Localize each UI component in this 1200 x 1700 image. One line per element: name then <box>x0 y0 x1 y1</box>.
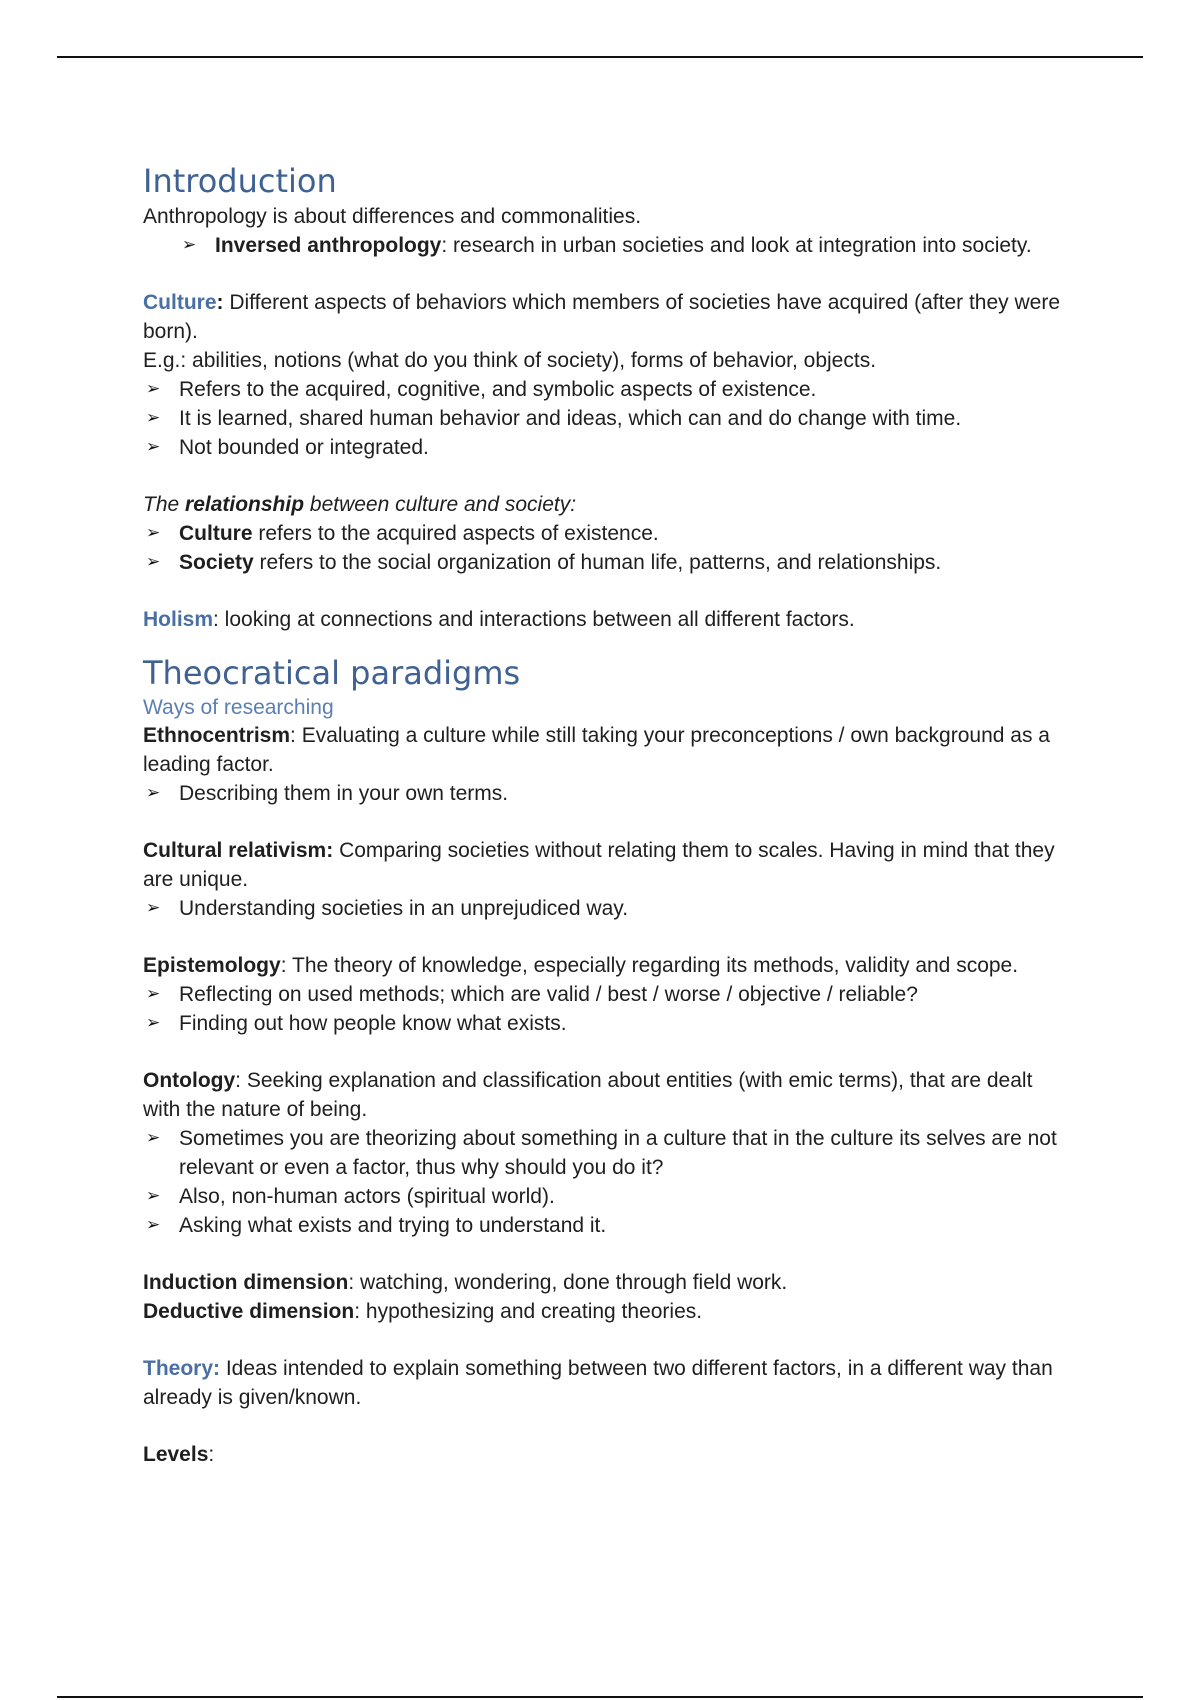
list-item <box>143 1182 1063 1211</box>
arrow-bullet-icon: ➢ <box>146 1128 161 1148</box>
term-epistemology: Epistemology <box>143 954 281 977</box>
bullet-text: It is learned, shared human behavior and ideas, which can and do change with time. <box>179 407 962 430</box>
term-holism: Holism <box>143 608 214 631</box>
definition-text: Ideas intended to explain something between two different factors, in a different way than already is given/known. <box>143 1357 1053 1409</box>
header-rule <box>57 56 1143 58</box>
deductive-definition <box>143 1297 1063 1326</box>
arrow-bullet-icon: ➢ <box>146 437 161 457</box>
term-ontology: Ontology <box>143 1069 236 1092</box>
epistemology-definition <box>143 951 1063 980</box>
list-item <box>143 1124 1063 1182</box>
list-item <box>143 779 1063 808</box>
arrow-bullet-icon: ➢ <box>146 552 161 572</box>
theory-definition <box>143 1354 1063 1412</box>
ontology-bullets <box>143 1124 1063 1240</box>
relationship-bullets <box>143 519 1063 577</box>
list-item <box>179 231 1063 260</box>
arrow-bullet-icon: ➢ <box>146 1215 161 1235</box>
footer-rule <box>57 1696 1143 1698</box>
term-cultural-relativism: Cultural relativism: <box>143 839 334 862</box>
culture-bullets <box>143 375 1063 462</box>
term-deductive-dimension: Deductive dimension <box>143 1300 355 1323</box>
definition-text: Different aspects of behaviors which members of societies have acquired (after they were born). <box>143 291 1061 343</box>
arrow-bullet-icon: ➢ <box>182 235 197 255</box>
term-induction-dimension: Induction dimension <box>143 1271 349 1294</box>
term-inversed-anthropology: Inversed anthropology <box>215 234 442 257</box>
term-colon: : <box>216 291 224 314</box>
culture-example: E.g.: abilities, notions (what do you think of society), forms of behavior, objects. <box>143 349 877 372</box>
arrow-bullet-icon: ➢ <box>146 379 161 399</box>
list-item <box>143 404 1063 433</box>
list-item <box>143 894 1063 923</box>
arrow-bullet-icon: ➢ <box>146 1186 161 1206</box>
holism-definition <box>143 605 1063 634</box>
ontology-definition <box>143 1066 1063 1124</box>
relativism-bullets <box>143 894 1063 923</box>
bullet-text: refers to the social organization of human life, patterns, and relationships. <box>253 551 942 574</box>
bullet-text: Also, non-human actors (spiritual world). <box>179 1185 555 1208</box>
arrow-bullet-icon: ➢ <box>146 783 161 803</box>
definition-text: : Seeking explanation and classification about entities (with emic terms), that are dealt with the nature of being. <box>143 1069 1033 1121</box>
heading-introduction: Introduction <box>143 162 337 200</box>
arrow-bullet-icon: ➢ <box>146 1013 161 1033</box>
bullet-text: Describing them in your own terms. <box>179 782 509 805</box>
definition-text: : looking at connections and interactions between all different factors. <box>213 608 855 631</box>
arrow-bullet-icon: ➢ <box>146 523 161 543</box>
bullet-text: Finding out how people know what exists. <box>179 1012 567 1035</box>
term-theory: Theory: <box>143 1357 221 1380</box>
bullet-text: Refers to the acquired, cognitive, and symbolic aspects of existence. <box>179 378 817 401</box>
arrow-bullet-icon: ➢ <box>146 408 161 428</box>
ethnocentrism-bullets <box>143 779 1063 808</box>
induction-definition <box>143 1268 1063 1297</box>
ethnocentrism-definition <box>143 721 1063 779</box>
intro-bullets <box>143 231 1063 260</box>
intro-text: The <box>143 493 186 516</box>
term-colon: : <box>208 1443 215 1466</box>
term-culture: Culture <box>179 522 253 545</box>
list-item <box>143 980 1063 1009</box>
bullet-text: : research in urban societies and look at integration into society. <box>441 234 1032 257</box>
relativism-definition <box>143 836 1063 894</box>
list-item <box>143 1211 1063 1240</box>
list-item <box>143 433 1063 462</box>
term-ethnocentrism: Ethnocentrism <box>143 724 291 747</box>
bullet-text: Asking what exists and trying to understand it. <box>179 1214 607 1237</box>
term-society: Society <box>179 551 254 574</box>
arrow-bullet-icon: ➢ <box>146 898 161 918</box>
relationship-intro <box>143 490 1063 519</box>
list-item <box>143 375 1063 404</box>
bullet-text: Reflecting on used methods; which are valid / best / worse / objective / reliable? <box>179 983 918 1006</box>
bullet-text: Understanding societies in an unprejudiced way. <box>179 897 629 920</box>
heading-theocratical-paradigms: Theocratical paradigms <box>143 654 521 692</box>
levels-heading <box>143 1440 1063 1469</box>
list-item <box>143 519 1063 548</box>
bullet-text: Sometimes you are theorizing about something in a culture that in the culture its selves are not relevant or even a factor, thus why should you do it? <box>179 1127 1057 1179</box>
bullet-text: Not bounded or integrated. <box>179 436 429 459</box>
intro-text: between culture and society: <box>304 493 577 516</box>
document-page <box>143 160 1063 1469</box>
definition-text: : Evaluating a culture while still taking your preconceptions / own background as a leading factor. <box>143 724 1050 776</box>
definition-text: : watching, wondering, done through field work. <box>348 1271 788 1294</box>
bullet-text: refers to the acquired aspects of existence. <box>252 522 659 545</box>
list-item <box>143 1009 1063 1038</box>
list-item <box>143 548 1063 577</box>
term-relationship: relationship <box>185 493 305 516</box>
definition-text: Comparing societies without relating them to scales. Having in mind that they are unique. <box>143 839 1055 891</box>
arrow-bullet-icon: ➢ <box>146 984 161 1004</box>
subheading-ways-of-researching: Ways of researching <box>143 696 334 719</box>
term-culture: Culture <box>143 291 217 314</box>
epistemology-bullets <box>143 980 1063 1038</box>
definition-text: : hypothesizing and creating theories. <box>354 1300 703 1323</box>
definition-text: : The theory of knowledge, especially regarding its methods, validity and scope. <box>280 954 1019 977</box>
culture-definition <box>143 288 1063 346</box>
intro-lead: Anthropology is about differences and commonalities. <box>143 205 642 228</box>
term-levels: Levels <box>143 1443 209 1466</box>
